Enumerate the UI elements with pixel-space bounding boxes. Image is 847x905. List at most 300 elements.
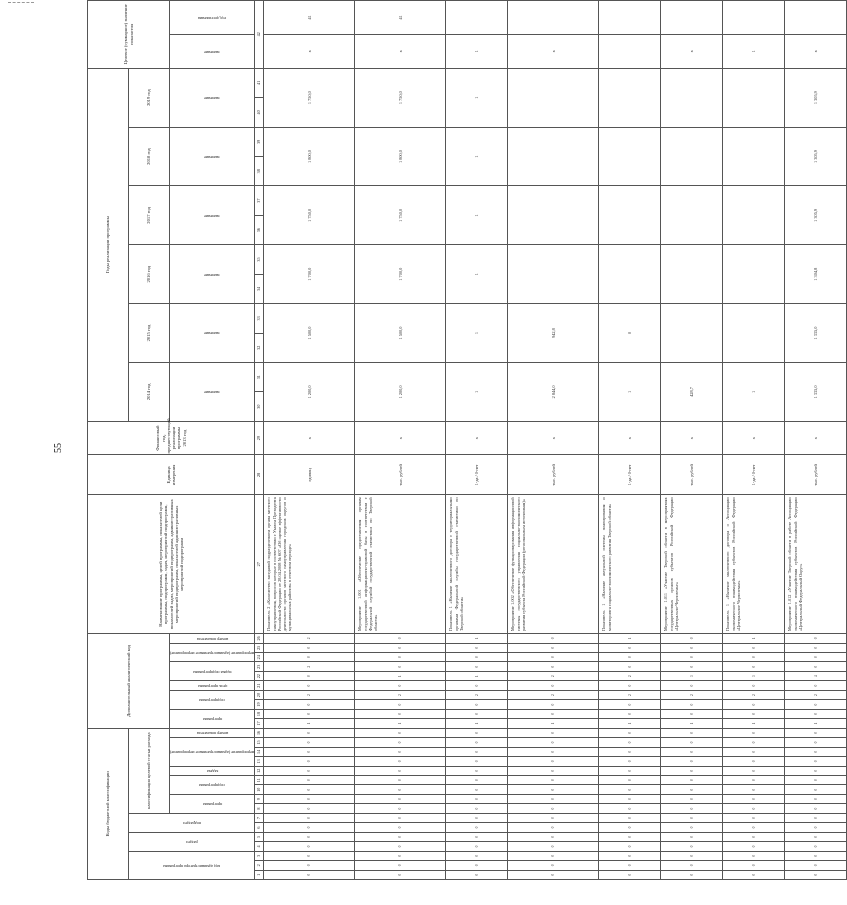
code-cell: 0 <box>661 776 723 785</box>
year-value-cell: 1 200,0 <box>355 362 446 421</box>
fin-year-cell: х <box>723 421 785 455</box>
code-cell: 0 <box>264 813 355 822</box>
target-value-cell: 1 <box>446 34 508 68</box>
code-cell: 0 <box>723 709 785 718</box>
code-cell: 0 <box>661 738 723 747</box>
year-value-cell: 1 800,0 <box>355 127 446 186</box>
code-cell: 2 <box>661 690 723 699</box>
code-cell: 0 <box>508 643 599 652</box>
unit-cell: 1-да / 0-нет <box>446 455 508 495</box>
code-cell: 0 <box>785 842 847 851</box>
code-cell: 0 <box>785 794 847 803</box>
code-cell: 0 <box>661 643 723 652</box>
code-cell: 0 <box>599 653 661 662</box>
code-cell: 0 <box>723 700 785 709</box>
code-cell: 0 <box>599 728 661 738</box>
code-cell: 0 <box>723 842 785 851</box>
code-cell: 0 <box>264 832 355 841</box>
code-cell: 2 <box>508 690 599 699</box>
code-cell: 0 <box>723 776 785 785</box>
code-cell: 0 <box>508 861 599 870</box>
code-cell: 0 <box>446 785 508 794</box>
fin-year-header: Финансовый год, предшествующий реализации программы 2013 год <box>88 421 255 455</box>
code-cell: 0 <box>355 870 446 879</box>
code-cell: 1 <box>723 634 785 643</box>
code-cell: 0 <box>446 823 508 832</box>
fin-year-cell: х <box>446 421 508 455</box>
code-cell: 0 <box>355 747 446 756</box>
code-cell: 0 <box>599 700 661 709</box>
year-2018-header: 2018 год <box>129 127 170 186</box>
target-year-cell <box>723 1 785 35</box>
code-cell: 0 <box>446 643 508 652</box>
code-cell: 0 <box>264 747 355 756</box>
code-cell: 0 <box>785 681 847 690</box>
code-cell: 0 <box>785 861 847 870</box>
code-cell: 0 <box>785 738 847 747</box>
code-cell: 2 <box>785 690 847 699</box>
year-value-cell <box>661 186 723 245</box>
column-number: 5 <box>255 832 264 841</box>
code-cell: 0 <box>446 709 508 718</box>
column-number: 42 <box>255 1 264 69</box>
code-cell: 0 <box>661 861 723 870</box>
page-number: 55 <box>53 443 64 453</box>
code-cell: 1 <box>446 634 508 643</box>
code-cell: 0 <box>599 681 661 690</box>
year-value-cell: 1 <box>446 245 508 304</box>
year-value-cell <box>723 68 785 127</box>
year-value-cell: 1 305,9 <box>785 186 847 245</box>
analytic-sub-header: номер показателя <box>170 634 255 643</box>
year-value-subheader: значение <box>170 186 255 245</box>
code-cell: 0 <box>599 709 661 718</box>
code-cell: 0 <box>446 757 508 766</box>
fin-year-cell: х <box>599 421 661 455</box>
target-value-cell: х <box>785 34 847 68</box>
year-value-cell: 1 335,0 <box>785 362 847 421</box>
budget-codes-header: Коды бюджетной классификации <box>88 728 129 879</box>
code-cell: 0 <box>508 634 599 643</box>
code-cell: 0 <box>264 851 355 860</box>
table-row <box>355 1 446 880</box>
code-cell: 0 <box>599 747 661 756</box>
code-cell: 0 <box>661 870 723 879</box>
column-number: 19 <box>255 700 264 709</box>
code-cell: 0 <box>661 681 723 690</box>
code-cell: 0 <box>355 813 446 822</box>
code-cell: 0 <box>785 709 847 718</box>
year-value-cell: 0 <box>599 304 661 363</box>
code-cell: 1 <box>785 719 847 728</box>
code-cell: 2 <box>508 671 599 680</box>
code-cell: 0 <box>661 785 723 794</box>
code-cell: 3 <box>661 671 723 680</box>
year-value-cell: 1 <box>599 362 661 421</box>
fin-year-cell: х <box>508 421 599 455</box>
row-name-cell: Мероприятие 1.012 «Участие Тверской области в работе Ассоциации экономического взаимодействия субъектов Российской Федерации «Центральный Федеральный Округ» <box>785 495 847 634</box>
column-number: 2 <box>255 861 264 870</box>
code-cell: 0 <box>599 776 661 785</box>
code-cell: 0 <box>446 681 508 690</box>
code-cell: 0 <box>508 700 599 709</box>
year-value-cell: 1 <box>446 304 508 363</box>
code-cell: 0 <box>508 738 599 747</box>
target-sub-header: номер показателя <box>170 728 255 738</box>
target-year-cell <box>785 1 847 35</box>
code-cell: 0 <box>599 738 661 747</box>
code-cell: 0 <box>599 823 661 832</box>
table-row <box>723 1 785 880</box>
code-cell: 0 <box>599 813 661 822</box>
code-cell: 0 <box>508 785 599 794</box>
year-2019-header: 2019 год <box>129 68 170 127</box>
code-cell: 0 <box>723 643 785 652</box>
code-cell: 0 <box>599 870 661 879</box>
code-cell: 0 <box>723 738 785 747</box>
year-2017-header: 2017 год <box>129 186 170 245</box>
fin-year-cell: х <box>264 421 355 455</box>
code-cell: 0 <box>508 662 599 671</box>
code-cell: 0 <box>446 794 508 803</box>
row-name-cell: Мероприятие 1.002 «Обеспечение функционирования информационной системы государственного управления социально-экономического развития субъекта Российской Федерации (региональным источникам)» <box>508 495 599 634</box>
analytic-sub-header: подпрограмма <box>170 690 255 709</box>
target-year-header: год достижения <box>170 1 255 35</box>
code-cell: 0 <box>446 776 508 785</box>
code-cell: 0 <box>264 861 355 870</box>
target-value-cell: х <box>355 34 446 68</box>
unit-cell: 1-да / 0-нет <box>723 455 785 495</box>
code-cell: 2 <box>264 634 355 643</box>
code-cell: 0 <box>264 681 355 690</box>
code-cell: 0 <box>723 785 785 794</box>
code-cell: 0 <box>661 766 723 775</box>
year-value-cell: 1 500,0 <box>264 304 355 363</box>
code-cell: 0 <box>723 851 785 860</box>
column-number: 9 <box>255 794 264 803</box>
year-value-cell: 1 305,9 <box>785 127 847 186</box>
code-cell: 0 <box>661 794 723 803</box>
column-number: 28 <box>255 455 264 495</box>
code-cell: 0 <box>785 766 847 775</box>
code-cell: 0 <box>446 851 508 860</box>
row-name-cell: Показатель 2 «Количество заседаний подразделением органа местного самоуправления, вопросов которые в соответствии с Указом Президента Российской Федерации от 28.04.2008 № 607 «Об оценке эффективности деятельности органов местного самоуправления городских округов и муниципальных районов» в отчетном периоде» <box>264 495 355 634</box>
target-group-header: Целевое (суммарное) значение показателя <box>88 1 170 69</box>
code-cell: 1 <box>599 719 661 728</box>
code-cell: 0 <box>661 634 723 643</box>
code-cell: 0 <box>446 700 508 709</box>
code-cell: 0 <box>355 785 446 794</box>
code-cell: 4 <box>785 671 847 680</box>
column-number: 8 <box>255 804 264 813</box>
row-name-cell: Мероприятие 1.001 «Обеспечение предоставления органам государственной информационно-правовой базы в соответствии с Федеральной службой государственной статистики по Тверской области» <box>355 495 446 634</box>
code-cell: 0 <box>264 653 355 662</box>
year-value-subheader: значение <box>170 304 255 363</box>
year-value-cell <box>599 245 661 304</box>
target-value-cell: х <box>264 34 355 68</box>
code-cell: 0 <box>785 776 847 785</box>
code-cell: 0 <box>264 728 355 738</box>
year-2014-header: 2014 год <box>129 362 170 421</box>
year-value-cell <box>508 127 599 186</box>
code-cell: 0 <box>264 671 355 680</box>
code-cell: 0 <box>661 757 723 766</box>
unit-cell: тыс. рублей <box>785 455 847 495</box>
code-cell: 0 <box>355 634 446 643</box>
year-value-cell: 1 750,0 <box>355 68 446 127</box>
code-cell: 0 <box>785 700 847 709</box>
unit-cell: единиц <box>264 455 355 495</box>
table-row <box>661 1 723 880</box>
year-value-cell <box>599 127 661 186</box>
code-cell: 0 <box>723 804 785 813</box>
code-cell: 0 <box>355 709 446 718</box>
code-cell: 0 <box>264 738 355 747</box>
year-value-subheader: значение <box>170 362 255 421</box>
code-cell: 0 <box>264 794 355 803</box>
column-number: 22 <box>255 671 264 680</box>
table-body <box>264 1 847 880</box>
code-cell: 0 <box>264 785 355 794</box>
code-cell: 1 <box>355 719 446 728</box>
code-cell: 0 <box>355 653 446 662</box>
code-cell: 0 <box>446 653 508 662</box>
column-number: 35 <box>255 245 264 274</box>
code-cell: 0 <box>264 757 355 766</box>
year-value-cell <box>723 186 785 245</box>
target-value-cell: х <box>508 34 599 68</box>
code-cell: 0 <box>508 813 599 822</box>
code-cell: 0 <box>508 823 599 832</box>
code-cell: 0 <box>785 747 847 756</box>
code-cell: 0 <box>508 766 599 775</box>
year-value-subheader: значение <box>170 68 255 127</box>
code-cell: 0 <box>599 757 661 766</box>
target-sub-header: программа <box>170 794 255 813</box>
year-value-cell <box>508 68 599 127</box>
code-cell: 0 <box>723 823 785 832</box>
target-value-cell: х <box>661 34 723 68</box>
year-value-cell: 1 <box>446 362 508 421</box>
column-number: 21 <box>255 681 264 690</box>
code-cell: 1 <box>599 634 661 643</box>
code-cell: 0 <box>508 804 599 813</box>
column-number: 13 <box>255 757 264 766</box>
year-value-cell: 1 304,8 <box>785 245 847 304</box>
table-row <box>446 1 508 880</box>
code-cell: 0 <box>355 851 446 860</box>
code-cell: 1 <box>508 719 599 728</box>
year-value-cell: 1 800,0 <box>264 127 355 186</box>
year-2015-header: 2015 год <box>129 304 170 363</box>
code-cell: 0 <box>264 643 355 652</box>
column-number: 31 <box>255 362 264 391</box>
rotated-table-container <box>87 0 819 880</box>
year-value-cell: 1 750,0 <box>264 186 355 245</box>
code-cell: 2 <box>264 690 355 699</box>
column-number: 4 <box>255 842 264 851</box>
code-cell: 0 <box>785 662 847 671</box>
row-name-cell: Показатель 1 «Наличие заключенного договора о Ассоциации экономического взаимодействия субъектов Российской Федерации «Центральное Черноземье» <box>723 495 785 634</box>
unit-cell: тыс. рублей <box>661 455 723 495</box>
target-year-cell: 41 <box>264 1 355 35</box>
analytic-sub-header: мероприятие (административное мероприятие) <box>170 643 255 662</box>
code-cell: 0 <box>355 861 446 870</box>
code-cell: 2 <box>599 671 661 680</box>
year-value-cell: 942,8 <box>508 304 599 363</box>
code-cell: 0 <box>355 738 446 747</box>
code-cell: 0 <box>355 776 446 785</box>
code-cell: 0 <box>508 794 599 803</box>
unit-header: Единица измерения <box>88 455 255 495</box>
column-number: 14 <box>255 747 264 756</box>
year-value-cell <box>661 245 723 304</box>
code-cell: 2 <box>446 690 508 699</box>
target-sub-header: подпрограмма <box>170 776 255 795</box>
column-number: 34 <box>255 274 264 303</box>
column-number: 33 <box>255 304 264 333</box>
year-value-cell <box>599 186 661 245</box>
year-value-subheader: значение <box>170 127 255 186</box>
year-value-cell: 1 <box>446 68 508 127</box>
column-number: 15 <box>255 738 264 747</box>
code-cell: 0 <box>723 870 785 879</box>
column-number: 26 <box>255 634 264 643</box>
column-number: 23 <box>255 662 264 671</box>
code-cell: 0 <box>508 851 599 860</box>
code-cell: 0 <box>446 842 508 851</box>
column-number: 37 <box>255 186 264 215</box>
year-value-cell: 1 <box>723 362 785 421</box>
code-cell: 0 <box>264 823 355 832</box>
code-cell: 0 <box>723 662 785 671</box>
code-cell: 1 <box>446 719 508 728</box>
year-value-subheader: значение <box>170 245 255 304</box>
target-value-cell <box>599 34 661 68</box>
year-value-cell <box>661 127 723 186</box>
code-cell: 0 <box>508 747 599 756</box>
code-cell: 0 <box>661 653 723 662</box>
target-article-header: классификация целевой статьи расхода <box>129 728 170 813</box>
code-cell: 0 <box>446 870 508 879</box>
code-cell: 0 <box>661 700 723 709</box>
year-value-cell: 1 700,0 <box>264 245 355 304</box>
code-cell: 1 <box>446 671 508 680</box>
code-cell: 0 <box>264 804 355 813</box>
year-value-cell <box>723 127 785 186</box>
code-cell: 0 <box>264 870 355 879</box>
target-year-cell <box>599 1 661 35</box>
year-value-cell: 1 <box>446 127 508 186</box>
code-cell: 0 <box>355 681 446 690</box>
column-number-row <box>255 1 264 880</box>
unit-cell: тыс. рублей <box>355 455 446 495</box>
code-cell: 0 <box>723 728 785 738</box>
section-header: раздел <box>129 832 255 851</box>
code-cell: 0 <box>446 813 508 822</box>
code-cell: 0 <box>785 832 847 841</box>
column-number: 6 <box>255 823 264 832</box>
year-value-cell <box>661 304 723 363</box>
code-cell: 1 <box>661 719 723 728</box>
code-cell: 0 <box>264 842 355 851</box>
code-cell: 0 <box>723 861 785 870</box>
code-cell: 0 <box>599 643 661 652</box>
column-number: 27 <box>255 495 264 634</box>
code-cell: 0 <box>661 823 723 832</box>
code-cell: 0 <box>355 728 446 738</box>
code-cell: 0 <box>785 870 847 879</box>
column-number: 40 <box>255 98 264 127</box>
code-cell: 0 <box>264 709 355 718</box>
code-cell: 0 <box>355 643 446 652</box>
code-cell: 0 <box>508 832 599 841</box>
year-value-cell <box>508 186 599 245</box>
code-cell: 0 <box>785 851 847 860</box>
code-cell: 2 <box>599 690 661 699</box>
code-cell: 0 <box>723 813 785 822</box>
code-cell: 0 <box>661 842 723 851</box>
code-cell: 0 <box>446 747 508 756</box>
column-number: 10 <box>255 785 264 794</box>
code-cell: 0 <box>785 757 847 766</box>
analytic-sub-header: цель программы <box>170 681 255 690</box>
code-cell: 0 <box>264 766 355 775</box>
code-cell: 0 <box>599 794 661 803</box>
code-cell: 0 <box>508 842 599 851</box>
code-cell: 0 <box>599 851 661 860</box>
table-row <box>599 1 661 880</box>
code-cell: 0 <box>599 861 661 870</box>
column-number: 39 <box>255 127 264 156</box>
program-indicator-table <box>87 0 847 880</box>
code-cell: 0 <box>508 709 599 718</box>
code-cell: 0 <box>599 832 661 841</box>
subsection-header: подраздел <box>129 813 255 832</box>
column-number: 24 <box>255 653 264 662</box>
code-cell: 2 <box>355 690 446 699</box>
code-cell: 2 <box>264 662 355 671</box>
code-cell: 0 <box>785 643 847 652</box>
column-number: 1 <box>255 870 264 879</box>
column-number: 25 <box>255 643 264 652</box>
scan-mark <box>8 2 34 6</box>
row-name-cell: Мероприятие 1.011 «Участие Тверской области в мероприятиях государственных органов субъектов Российской Федерации «Центрально-Черноземье» <box>661 495 723 634</box>
year-value-cell: 1 <box>446 186 508 245</box>
code-cell: 0 <box>355 804 446 813</box>
target-year-cell <box>446 1 508 35</box>
code-cell: 0 <box>661 747 723 756</box>
code-cell: 3 <box>723 671 785 680</box>
code-cell: 0 <box>264 776 355 785</box>
target-value-cell: 1 <box>723 34 785 68</box>
column-number: 32 <box>255 333 264 362</box>
code-cell: 0 <box>355 757 446 766</box>
table-header <box>88 1 264 880</box>
code-cell: 2 <box>723 690 785 699</box>
column-number: 11 <box>255 776 264 785</box>
column-number: 3 <box>255 851 264 860</box>
analytic-sub-header: задача подпрограммы <box>170 662 255 681</box>
code-cell: 0 <box>508 776 599 785</box>
code-cell: 0 <box>355 662 446 671</box>
code-cell: 0 <box>508 870 599 879</box>
years-group-header: Годы реализации программы <box>88 68 129 421</box>
code-cell: 0 <box>661 851 723 860</box>
name-header: Наименование программы, целей программы, показателей цели программы, подпрограмм, задач, мероприятий подпрограмм, показателей задач, мероприятий подпрограмм, административных мероприятий подпрограмм, показателей административных мероприятий подпрограмм <box>88 495 255 634</box>
code-cell: 0 <box>661 804 723 813</box>
column-number: 17 <box>255 719 264 728</box>
